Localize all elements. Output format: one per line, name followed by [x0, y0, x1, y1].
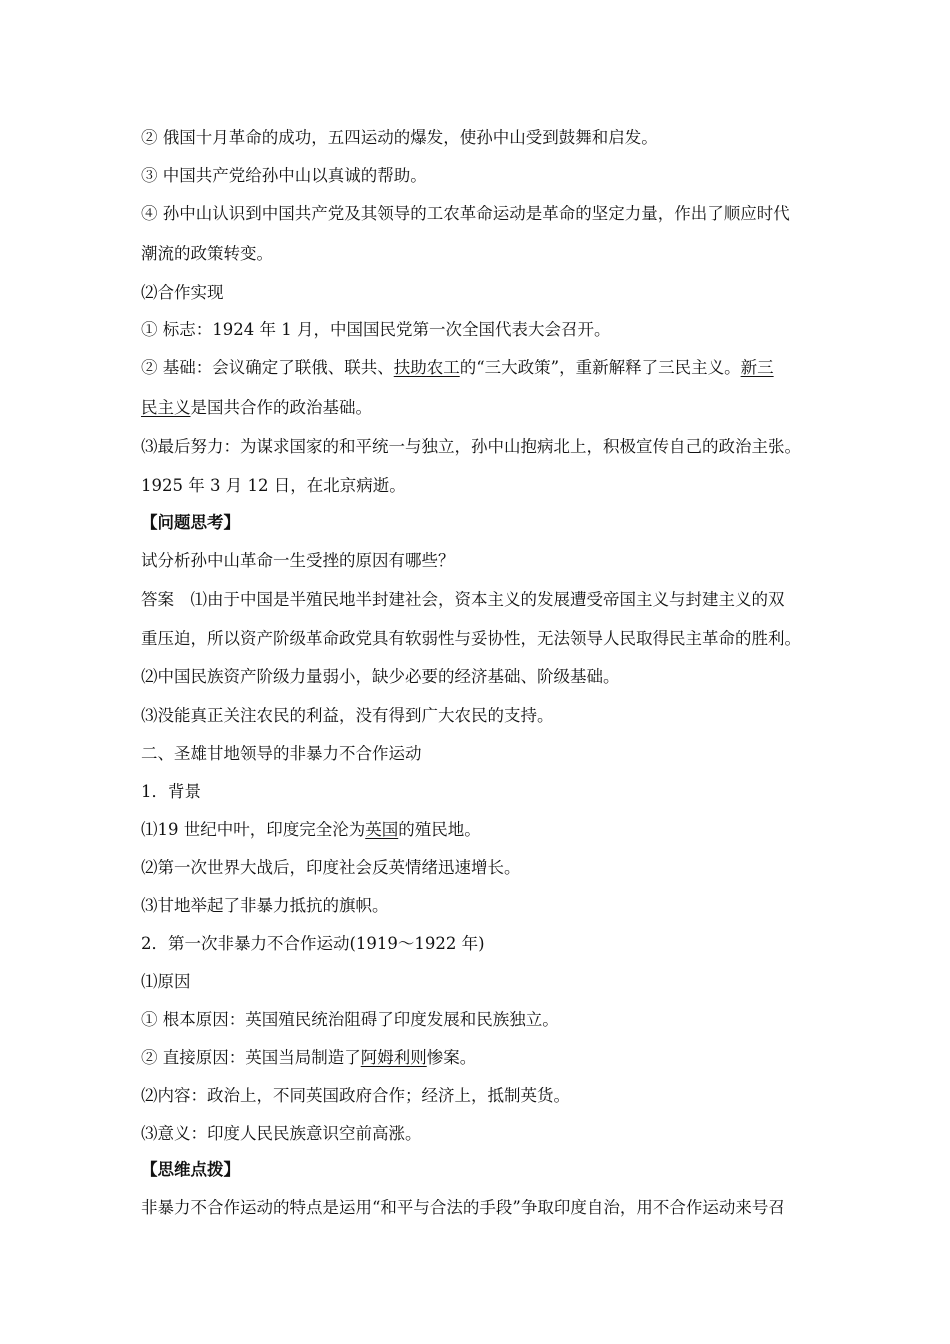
- text-line: [141, 356, 831, 380]
- text-span: ② 直接原因：英国当局制造了: [141, 1048, 361, 1067]
- subsection-title: 1．背景: [141, 782, 201, 801]
- text-line: ⑵合作实现: [141, 283, 224, 302]
- answer-text: 重压迫，所以资产阶级革命政党具有软弱性与妥协性，无法领导人民取得民主革命的胜利。: [141, 629, 801, 648]
- text-span: ② 基础：会议确定了联俄、联共、: [141, 358, 394, 377]
- text-line: [141, 1046, 831, 1070]
- text-line: 潮流的政策转变。: [141, 244, 273, 263]
- question-text: 试分析孙中山革命一生受挫的原因有哪些？: [141, 551, 455, 570]
- underlined-term: 新三: [740, 358, 774, 377]
- text-line: ⑶甘地举起了非暴力抵抗的旗帜。: [141, 896, 389, 915]
- section-heading: 【问题思考】: [141, 513, 240, 532]
- text-line: 非暴力不合作运动的特点是运用“和平与合法的手段”争取印度自治，用不合作运动来号召: [141, 1198, 785, 1217]
- text-line: [141, 396, 831, 420]
- text-line: ③ 中国共产党给孙中山以真诚的帮助。: [141, 166, 427, 185]
- text-line: [141, 818, 831, 842]
- text-span: 是国共合作的政治基础。: [190, 398, 372, 417]
- subsection-title: 2．第一次非暴力不合作运动(1919～1922 年): [141, 934, 485, 953]
- text-span: ⑴19 世纪中叶，印度完全沦为: [141, 820, 366, 839]
- section-heading: 【思维点拨】: [141, 1160, 240, 1179]
- text-span: 的“三大政策”，重新解释了三民主义。: [459, 358, 741, 377]
- answer-text: ⑵中国民族资产阶级力量弱小，缺少必要的经济基础、阶级基础。: [141, 667, 620, 686]
- answer-text: 答案 ⑴由于中国是半殖民地半封建社会，资本主义的发展遭受帝国主义与封建主义的双: [141, 590, 785, 609]
- underlined-term: 阿姆利则: [360, 1048, 427, 1067]
- underlined-term: 扶助农工: [393, 358, 460, 377]
- text-line: 1925 年 3 月 12 日，在北京病逝。: [141, 476, 406, 495]
- text-line: ② 俄国十月革命的成功，五四运动的爆发，使孙中山受到鼓舞和启发。: [141, 128, 658, 147]
- text-line: ⑶最后努力：为谋求国家的和平统一与独立，孙中山抱病北上，积极宣传自己的政治主张。: [141, 437, 801, 456]
- underlined-term: 英国: [365, 820, 399, 839]
- text-line: ① 标志：1924 年 1 月，中国国民党第一次全国代表大会召开。: [141, 320, 611, 339]
- underlined-term: 民主义: [141, 398, 191, 417]
- text-span: 的殖民地。: [398, 820, 481, 839]
- answer-text: ⑶没能真正关注农民的利益，没有得到广大农民的支持。: [141, 706, 554, 725]
- text-line: ⑵第一次世界大战后，印度社会反英情绪迅速增长。: [141, 858, 521, 877]
- text-line: ⑵内容：政治上，不同英国政府合作；经济上，抵制英货。: [141, 1086, 570, 1105]
- text-line: ⑶意义：印度人民民族意识空前高涨。: [141, 1124, 422, 1143]
- text-span: 惨案。: [426, 1048, 477, 1067]
- text-line: ① 根本原因：英国殖民统治阻碍了印度发展和民族独立。: [141, 1010, 559, 1029]
- section-title: 二、圣雄甘地领导的非暴力不合作运动: [141, 744, 422, 763]
- text-line: ④ 孙中山认识到中国共产党及其领导的工农革命运动是革命的坚定力量，作出了顺应时代: [141, 204, 790, 223]
- text-line: ⑴原因: [141, 972, 191, 991]
